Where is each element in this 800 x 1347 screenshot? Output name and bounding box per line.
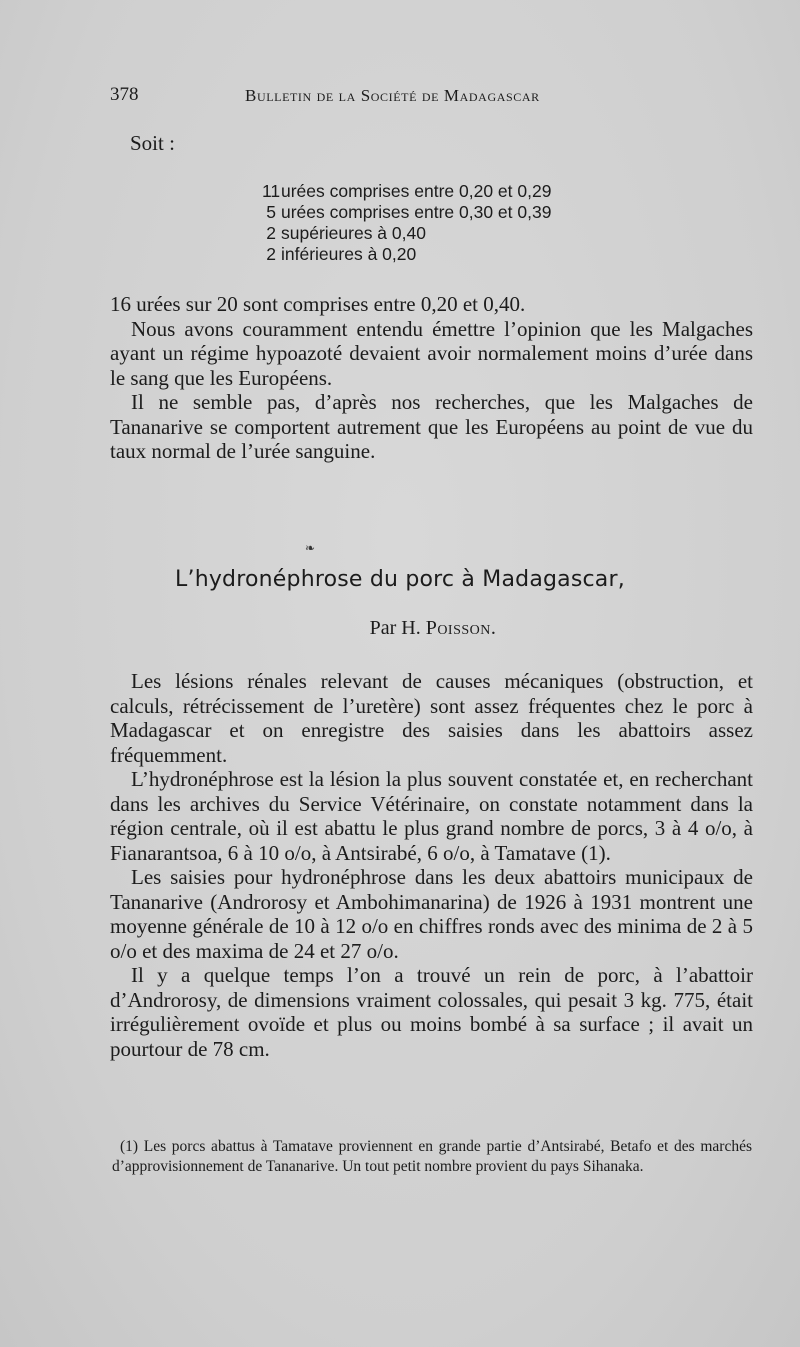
list-item-count: 5 xyxy=(266,202,276,222)
list-item xyxy=(262,181,551,202)
list-item-text: inférieures à 0,20 xyxy=(281,244,417,264)
paragraph: Il ne semble pas, d’après nos recherches, que les Malgaches de Tananarive se comportent autrement que les Européens au point de vue du taux normal de l’urée sanguine. xyxy=(110,390,753,463)
paragraph: Il y a quelque temps l’on a trouvé un rein de porc, à l’abattoir d’Androrosy, de dimensions vraiment colossales, qui pesait 3 kg. 775, était irrégulièrement ovoïde et plus ou moins bombé à sa surface ; il avait un pourtour de 78 cm. xyxy=(110,963,753,1061)
byline xyxy=(0,617,800,640)
page-number: 378 xyxy=(110,84,139,105)
footnote-text: (1) Les porcs abattus à Tamatave proviennent en grande partie d’Antsirabé, Betafo et des marchés d’approvisionnement de Tananarive. Un tout petit nombre provient du pays Sihanaka. xyxy=(112,1138,752,1175)
paragraph: Les lésions rénales relevant de causes mécaniques (obstruction, et calculs, rétrécissement de l’uretère) sont assez fréquentes chez le porc à Madagascar et on enregistre des saisies dans les abattoirs assez fréquemment. xyxy=(110,669,753,767)
byline-prefix: Par H. xyxy=(369,617,421,639)
paragraph: Les saisies pour hydronéphrose dans les deux abattoirs municipaux de Tananarive (Androrosy et Ambohimanarina) de 1926 à 1931 montrent une moyenne générale de 10 à 12 o/o en chiffres ronds avec des minima de 2 à 5 o/o et des maxima de 24 et 27 o/o. xyxy=(110,865,753,963)
byline-author: Poisson. xyxy=(425,617,497,639)
paragraph: 16 urées sur 20 sont comprises entre 0,20 et 0,40. xyxy=(110,292,526,316)
running-title: Bulletin de la Société de Madagascar xyxy=(245,86,540,105)
intro-text: Soit : xyxy=(130,131,175,155)
footnote xyxy=(112,1137,752,1177)
article-title: L’hydronéphrose du porc à Madagascar, xyxy=(175,567,625,592)
list-item-count: 11 xyxy=(262,181,281,201)
urea-list xyxy=(262,181,551,265)
article-body xyxy=(110,669,753,1061)
list-item-text: urées comprises entre 0,30 et 0,39 xyxy=(281,202,552,222)
page-header xyxy=(110,84,750,108)
ornament-icon: ❧ xyxy=(305,541,316,555)
list-item xyxy=(262,223,551,244)
paragraph: L’hydronéphrose est la lésion la plus souvent constatée et, en recherchant dans les archives du Service Vétérinaire, on constate notamment dans la région centrale, où il est abattu le plus grand nombre de porcs, 3 à 4 o/o, à Fianarantsoa, 6 à 10 o/o, à Antsirabé, 6 o/o, à Tamatave (1). xyxy=(110,767,753,865)
conclusion-paragraphs xyxy=(110,292,753,464)
list-item xyxy=(262,244,551,265)
list-item-text: urées comprises entre 0,20 et 0,29 xyxy=(281,181,552,201)
list-item-text: supérieures à 0,40 xyxy=(281,223,426,243)
paragraph: Nous avons couramment entendu émettre l’opinion que les Malgaches ayant un régime hypoazoté devaient avoir normalement moins d’urée dans le sang que les Européens. xyxy=(110,316,753,390)
list-item xyxy=(262,202,551,223)
list-item-count: 2 xyxy=(266,223,276,243)
list-item-count: 2 xyxy=(266,244,276,264)
